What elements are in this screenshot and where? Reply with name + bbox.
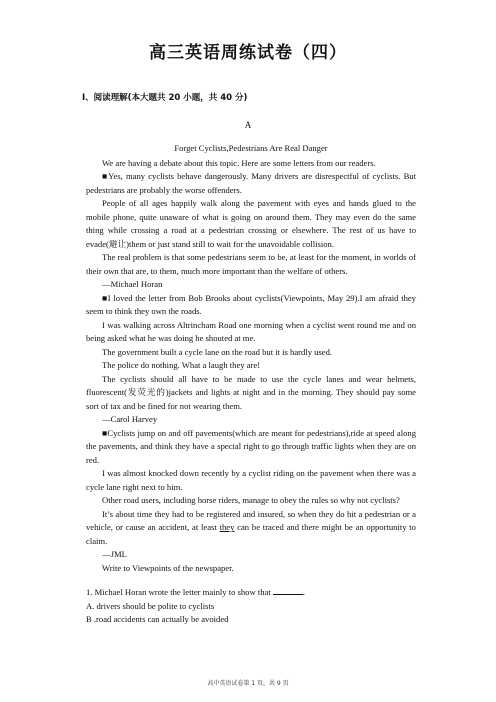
paragraph: ■I loved the letter from Bob Brooks about cyclists(Viewpoints, May 29).I am afraid they seem to think they own the roads. — [86, 292, 416, 316]
passage-body — [86, 142, 416, 627]
paragraph: Write to Viewpoints of the newspaper. — [102, 562, 234, 573]
answer-blank — [273, 585, 303, 595]
signature: —Michael Horan — [102, 279, 163, 289]
paragraph: The real problem is that some pedestrians seem to be, at least for the moment, in worlds of their own that are, to them, much more important than the welfare of others. — [86, 252, 416, 276]
paragraph: The government built a cycle lane on the road but it is hardly used. — [102, 346, 333, 357]
paragraph: It’s about time they had to be registered and insured, so when they do hit a pedestrian or a vehicle, or cause an accident, at least they can be traced and there might be an opportunity to claim. — [86, 508, 416, 546]
paragraph: ■Yes, many cyclists behave dangerously. Many drivers are disrespectful of cyclists. But pedestrians are probably the worse offenders. — [86, 171, 416, 195]
page-footer: 高中英语试卷第 1 页，共 9 页 — [207, 680, 289, 687]
paragraph: I was almost knocked down recently by a cyclist riding on the pavement when there was a cycle lane right next to him. — [86, 468, 416, 492]
paragraph: We are having a debate about this topic. Here are some letters from our readers. — [102, 157, 376, 168]
passage-letter: A — [244, 120, 252, 130]
signature: —JML — [102, 549, 127, 559]
paragraph: People of all ages happily walk along the pavement with eyes and hands glued to the mobile phone, quite unaware of what is going on around them. They may even do the same thing while crossing a road at a pedestrian crossing or elsewhere. The rest of us have to evade(避让)them or just stand still to wait for the unavoidable collision. — [86, 198, 416, 249]
passage-title: Forget Cyclists,Pedestrians Are Real Danger — [174, 143, 328, 153]
question-stem: 1. Michael Horan wrote the letter mainly to show that . — [86, 587, 306, 597]
paragraph: ■Cyclists jump on and off pavements(which are meant for pedestrians),ride at speed along the pavements, and think they have a special right to go through traffic lights when they are on red. — [86, 427, 416, 465]
signature: —Carol Harvey — [102, 414, 158, 424]
paragraph: I was walking across Altrincham Road one morning when a cyclist went round me and on being asked what he was doing he shouted at me. — [86, 319, 416, 343]
section-heading: I、阅读理解(本大题共 20 小题，共 40 分) — [82, 93, 248, 103]
option-b: B .road accidents can actually be avoided — [86, 614, 229, 624]
paragraph: Other road users, including horse riders, manage to obey the rules so why not cyclists? — [102, 495, 400, 505]
underlined-word: they — [219, 522, 235, 532]
paragraph: The police do nothing. What a laugh they are! — [102, 360, 261, 370]
page-title: 高三英语周练试卷（四） — [149, 43, 347, 63]
option-a: A. drivers should be polite to cyclists — [86, 600, 215, 611]
paragraph: The cyclists should all have to be made to use the cycle lanes and wear helmets, fluorescent(发荧光的)jackets and lights at night and in the morning. They should pay some sort of tax and be fined for not wearing them. — [86, 373, 416, 411]
